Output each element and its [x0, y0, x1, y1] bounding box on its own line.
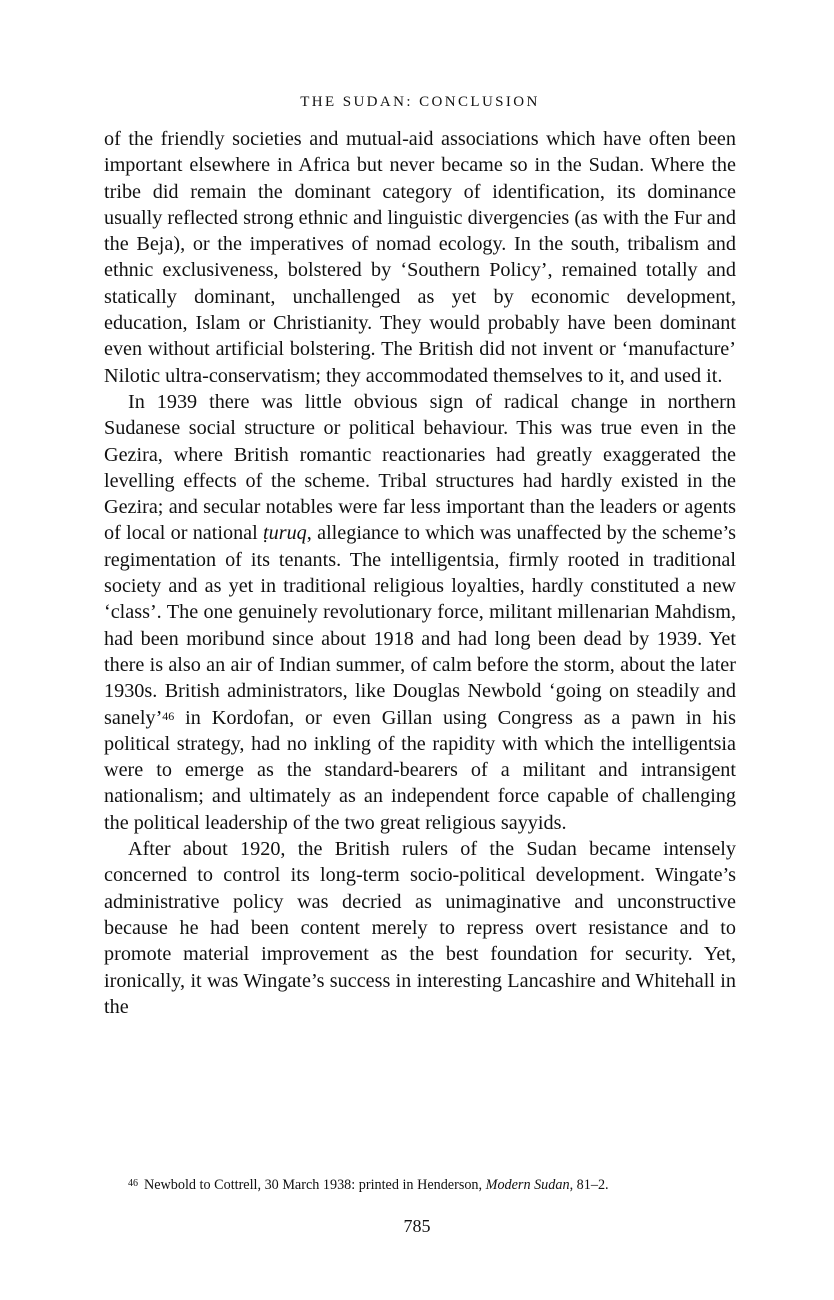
footnote-number: 46 — [128, 1178, 138, 1189]
paragraph-2-text-c: in Kordofan, or even Gillan using Congress as a pawn in his political strategy, had no inkling of the rapidity with which the intelligentsia were to emerge as the standard-bearers of a militant and intransigent nationalism; and ultimately as an independent force capable of challenging the political leadership of the two great religious sayyids. — [104, 706, 736, 834]
body-text — [104, 126, 736, 1020]
paragraph-2-text-a: In 1939 there was little obvious sign of radical change in northern Sudanese social structure or political behaviour. This was true even in the Gezira, where British romantic reactionaries had greatly exaggerated the levelling effects of the scheme. Tribal structures had hardly existed in the Gezira; and secular notables were far less important than the leaders or agents of local or national — [104, 390, 736, 545]
footnote — [104, 1176, 736, 1194]
paragraph-1-text: of the friendly societies and mutual-aid associations which have often been important elsewhere in Africa but never became so in the Sudan. Where the tribe did remain the dominant category of identification, its dominance usually reflected strong ethnic and linguistic divergencies (as with the Fur and the Beja), or the imperatives of nomad ecology. In the south, tribalism and ethnic exclusiveness, bolstered by ‘Southern Policy’, remained totally and statically dominant, unchallenged as yet by economic development, education, Islam or Christianity. They would probably have been dominant even without artificial bolstering. The British did not invent or ‘manufacture’ Nilotic ultra-conservatism; they accommodated themselves to it, and used it. — [104, 128, 736, 387]
paragraph-3-text: After about 1920, the British rulers of the Sudan became intensely concerned to control its long-term socio-political development. Wingate’s administrative policy was decried as unimaginative and unconstructive because he had been content merely to repress overt resistance and to promote material improvement as the best foundation for security. Yet, ironically, it was Wingate’s success in interesting Lancashire and Whitehall in the — [104, 838, 736, 1018]
paragraph-3 — [104, 836, 736, 1020]
footnote-text-b: , 81–2. — [569, 1177, 609, 1193]
paragraph-2-italic-term: ṭuruq — [263, 522, 307, 545]
footnote-italic-title: Modern Sudan — [485, 1177, 570, 1193]
footnote-text-a: Newbold to Cottrell, 30 March 1938: printed in Henderson, — [144, 1177, 486, 1193]
page-number: 785 — [403, 1216, 431, 1236]
footnote-reference: 46 — [162, 708, 175, 723]
paragraph-2 — [104, 389, 736, 836]
running-head: THE SUDAN: CONCLUSION — [300, 94, 540, 110]
paragraph-1 — [104, 126, 736, 389]
paragraph-2-text-b: , allegiance to which was unaffected by the scheme’s regimentation of its tenants. The intelligentsia, firmly rooted in traditional society and as yet in traditional religious loyalties, hardly constituted a new ‘class’. The one genuinely revolutionary force, militant millenarian Mahdism, had been moribund since about 1918 and had long been dead by 1939. Yet there is also an air of Indian summer, of calm before the storm, about the later 1930s. British administrators, like Douglas Newbold ‘going on steadily and sanely’ — [104, 522, 736, 729]
